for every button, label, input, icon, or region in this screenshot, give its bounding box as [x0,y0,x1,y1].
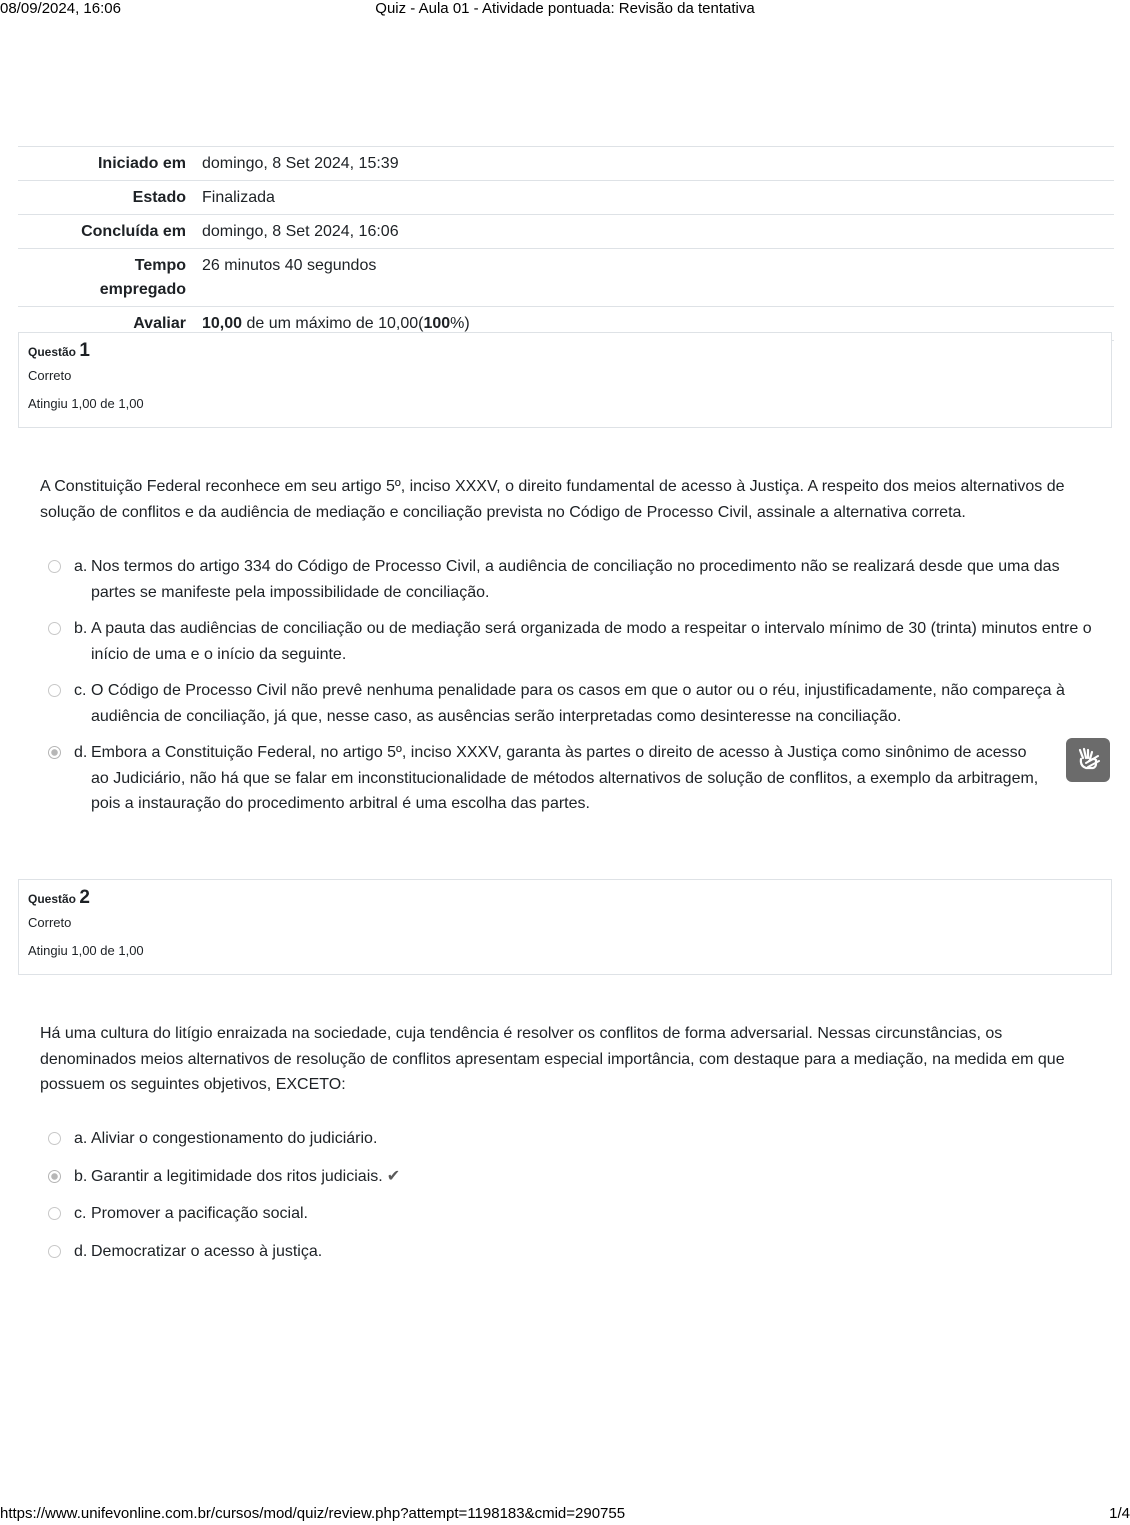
radio-button[interactable] [48,684,61,697]
radio-button-checked[interactable] [48,746,61,759]
sign-language-icon [1074,746,1102,774]
summary-label: Concluída em [81,223,186,240]
answer-text: Garantir a legitimidade dos ritos judiciais. [91,1167,383,1185]
summary-value: 26 minutos 40 segundos [202,257,377,274]
accessibility-button[interactable] [1066,738,1110,782]
question-info-1 [18,332,1112,428]
summary-value: domingo, 8 Set 2024, 15:39 [202,155,399,172]
grade-score: 10,00 [202,315,243,332]
answer-letter: b. [74,620,88,637]
answer-letter: a. [74,1130,88,1147]
answer-text: Promover a pacificação social. [91,1205,308,1222]
question-state: Correto [28,368,72,383]
radio-button[interactable] [48,622,61,635]
question-number-value: 2 [79,887,90,908]
radio-button[interactable] [48,1132,61,1145]
answer-text: Nos termos do artigo 334 do Código de Processo Civil, a audiência de conciliação no procedimento não se realizará desde que uma das partes se manifeste pela impossibilidade de conciliação. [91,558,1060,601]
grade-percent: 100 [423,315,451,332]
summary-row-time [18,249,1114,307]
summary-label [18,249,194,307]
answer-letter: c. [74,682,87,699]
answer-letter: a. [74,558,88,575]
summary-value: Finalizada [202,189,275,206]
answer-option[interactable] [48,554,1093,605]
grade-mid: de um máximo de 10,00( [242,315,424,332]
grade-end: %) [450,315,470,332]
summary-row-state [18,181,1114,215]
attempt-summary-table [18,146,1114,341]
answer-option[interactable] [48,616,1093,667]
summary-value: domingo, 8 Set 2024, 16:06 [202,223,399,240]
answer-option[interactable] [48,1239,1093,1265]
summary-label: Avaliar [133,315,186,332]
print-url: https://www.unifevonline.com.br/cursos/mod/quiz/review.php?attempt=1198183&cmid=290755 [0,1505,626,1522]
question-text-1: A Constituição Federal reconhece em seu artigo 5º, inciso XXXV, o direito fundamental de acesso à Justiça. A respeito dos meios alternativos de solução de conflitos e da audiência de mediação e conciliação prevista no Código de Processo Civil, assinale a alternativa correta. [40,478,1065,521]
question-grade: Atingiu 1,00 de 1,00 [28,396,144,411]
summary-row-completed [18,215,1114,249]
question-number-value: 1 [79,340,90,361]
answer-list-2 [48,1126,1093,1264]
print-header [0,0,1130,20]
answer-list-1 [48,554,1093,817]
question-label: Questão [28,892,77,906]
answer-letter: d. [74,744,88,761]
print-title: Quiz - Aula 01 - Atividade pontuada: Revisão da tentativa [375,0,755,17]
question-number [28,341,1102,362]
answer-option[interactable] [48,1126,1093,1152]
question-state: Correto [28,915,72,930]
question-info-2 [18,879,1112,975]
radio-button-checked[interactable] [48,1170,61,1183]
radio-button[interactable] [48,1207,61,1220]
answer-letter: d. [74,1242,88,1260]
summary-label-line: Tempo [134,257,186,274]
answer-text: A pauta das audiências de conciliação ou de mediação será organizada de modo a respeitar o intervalo mínimo de 30 (trinta) minutos entre o início de uma e o início da seguinte. [91,620,1092,663]
answer-option[interactable] [48,1201,1093,1227]
answer-letter: b. [74,1167,88,1185]
print-footer [0,1505,1130,1525]
answer-text: Embora a Constituição Federal, no artigo 5º, inciso XXXV, garanta às partes o direito de acesso à Justiça como sinônimo de acesso ao Judiciário, não há que se falar em inconstitucionalidade de métodos alternativos de solução de conflitos, a exemplo da arbitragem, pois a instauração do procedimento arbitral é uma escolha das partes. [91,744,1039,812]
summary-label-line: empregado [99,281,186,298]
print-datetime: 08/09/2024, 16:06 [0,0,121,17]
answer-option-selected[interactable] [48,740,1093,817]
checkmark-icon: ✔ [386,1167,401,1185]
print-page-number: 1/4 [1109,1505,1130,1522]
summary-label: Iniciado em [97,155,186,172]
answer-text: Democratizar o acesso à justiça. [91,1242,323,1260]
answer-option[interactable] [48,678,1093,729]
question-text-2: Há uma cultura do litígio enraizada na sociedade, cuja tendência é resolver os conflitos de forma adversarial. Nessas circunstâncias, os denominados meios alternativos de resolução de conflitos apresentam especial importância, com destaque para a mediação, na medida em que possuem os seguintes objetivos, EXCETO: [40,1025,1065,1093]
summary-label: Estado [132,189,186,206]
answer-letter: c. [74,1205,87,1222]
question-number [28,888,1102,909]
radio-button[interactable] [48,1245,61,1258]
summary-row-started [18,147,1114,181]
answer-text: O Código de Processo Civil não prevê nenhuma penalidade para os casos em que o autor ou o réu, injustificadamente, não compareça à audiência de conciliação, já que, nesse caso, as ausências serão interpretadas como desinteresse na conciliação. [91,682,1065,725]
radio-button[interactable] [48,560,61,573]
answer-text-correct [91,1164,1093,1190]
question-label: Questão [28,345,77,359]
question-grade: Atingiu 1,00 de 1,00 [28,943,144,958]
answer-text: Aliviar o congestionamento do judiciário. [91,1130,378,1147]
answer-option-selected[interactable] [48,1164,1093,1190]
